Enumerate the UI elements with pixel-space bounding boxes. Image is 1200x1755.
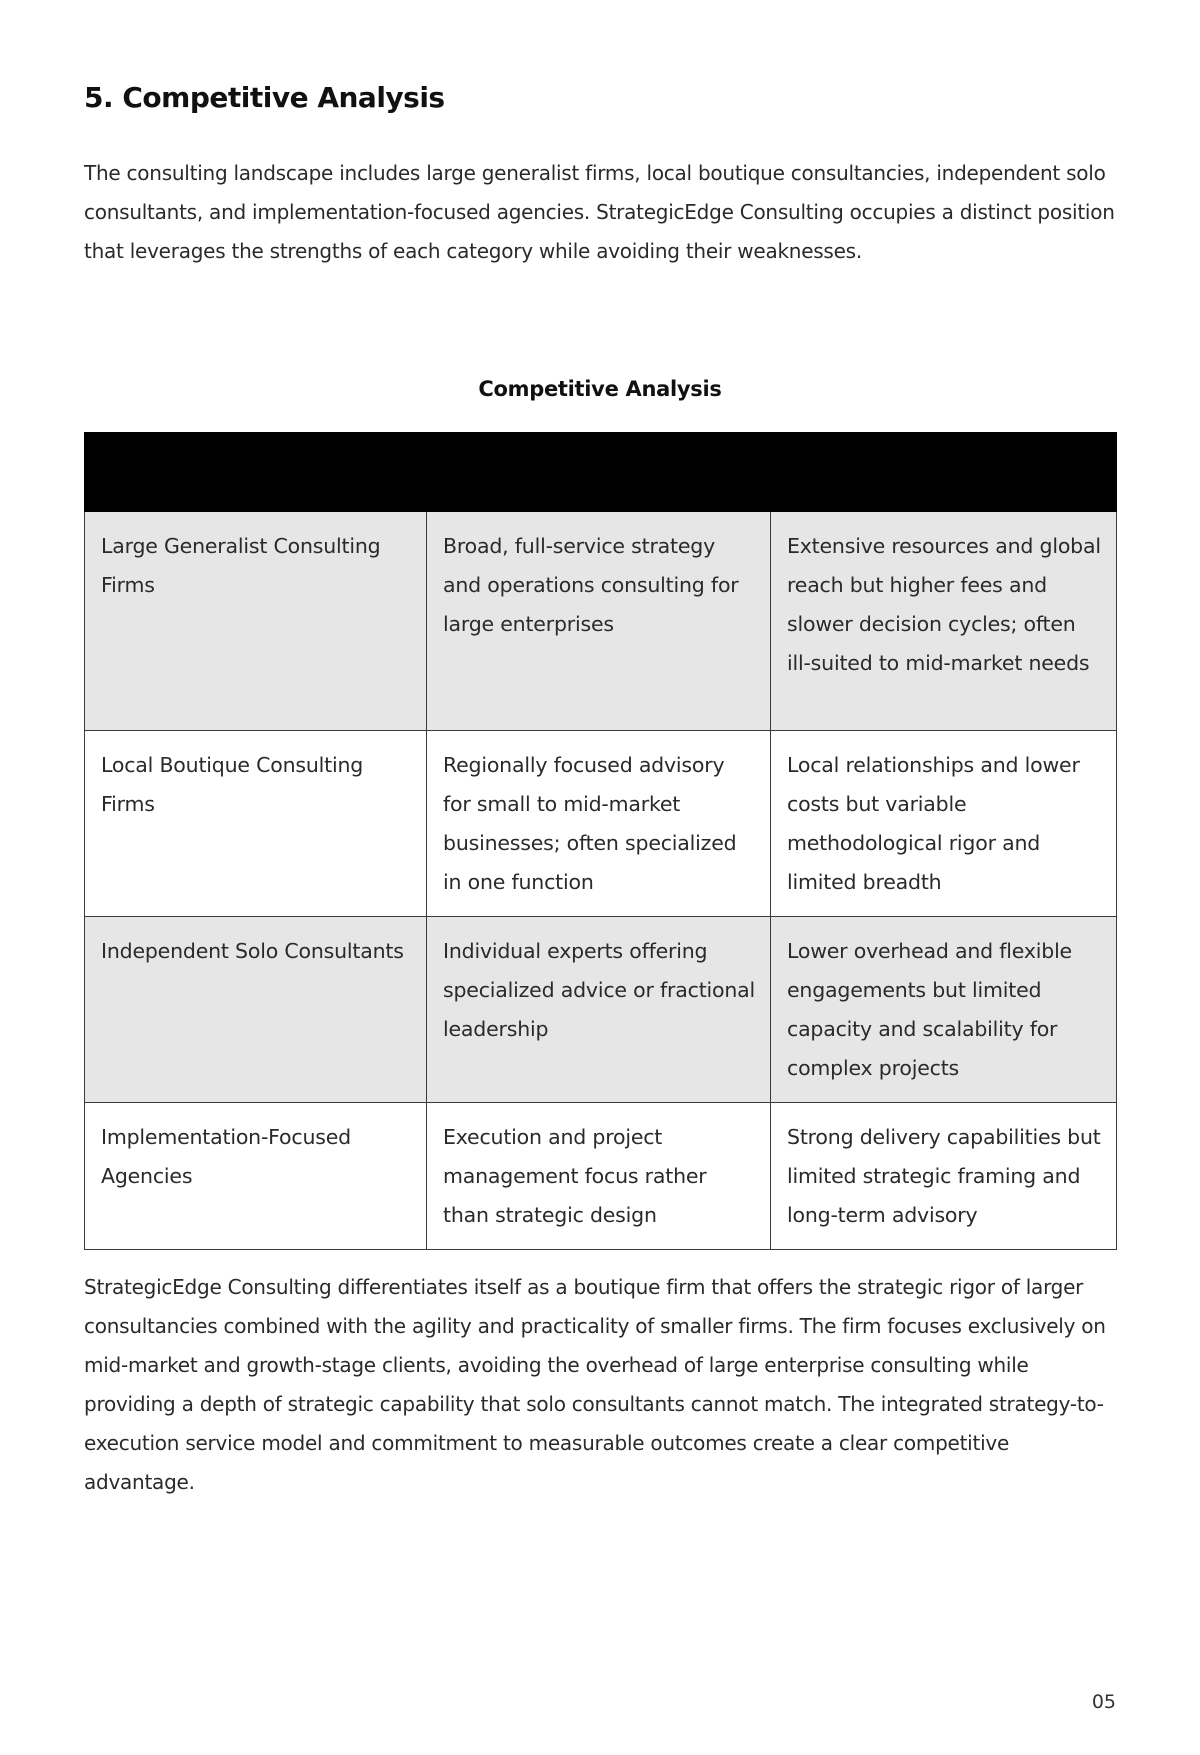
- competitor-cell: Implementation-Focused Agencies: [85, 1103, 427, 1250]
- focus-cell: Regionally focused advisory for small to mid-market businesses; often specialized in one function: [427, 731, 771, 917]
- assessment-cell: Strong delivery capabilities but limited strategic framing and long-term advisory: [771, 1103, 1117, 1250]
- competitor-cell: Independent Solo Consultants: [85, 917, 427, 1103]
- assessment-cell: Lower overhead and flexible engagements but limited capacity and scalability for complex projects: [771, 917, 1117, 1103]
- table-row: [85, 512, 1117, 731]
- focus-cell: Broad, full-service strategy and operations consulting for large enterprises: [427, 512, 771, 731]
- focus-cell: Execution and project management focus rather than strategic design: [427, 1103, 771, 1250]
- header-cell-focus: [427, 433, 771, 512]
- table-header: [85, 433, 1117, 512]
- table-row: [85, 731, 1117, 917]
- table-header-row: [85, 433, 1117, 512]
- assessment-cell: Local relationships and lower costs but variable methodological rigor and limited breadth: [771, 731, 1117, 917]
- page-number: 05: [1091, 1691, 1116, 1713]
- section-title: 5. Competitive Analysis: [84, 81, 445, 114]
- assessment-cell: Extensive resources and global reach but higher fees and slower decision cycles; often ill-suited to mid-market needs: [771, 512, 1117, 731]
- table-caption: Competitive Analysis: [478, 377, 722, 401]
- competitor-cell: Local Boutique Consulting Firms: [85, 731, 427, 917]
- header-cell-assessment: [771, 433, 1117, 512]
- intro-paragraph: The consulting landscape includes large generalist firms, local boutique consultancies, independent solo consultants, and implementation-focused agencies. StrategicEdge Consulting occupies a distinct position that leverages the strengths of each category while avoiding their weaknesses.: [84, 161, 1115, 263]
- competitor-cell: Large Generalist Consulting Firms: [85, 512, 427, 731]
- table-row: [85, 917, 1117, 1103]
- header-cell-competitor: [85, 433, 427, 512]
- table-row: [85, 1103, 1117, 1250]
- competitive-analysis-table: [84, 432, 1117, 1250]
- closing-paragraph: StrategicEdge Consulting differentiates itself as a boutique firm that offers the strategic rigor of larger consultancies combined with the agility and practicality of smaller firms. The firm focuses exclusively on mid-market and growth-stage clients, avoiding the overhead of large enterprise consulting while providing a depth of strategic capability that solo consultants cannot match. The integrated strategy-to-execution service model and commitment to measurable outcomes create a clear competitive advantage.: [84, 1275, 1106, 1494]
- focus-cell: Individual experts offering specialized advice or fractional leadership: [427, 917, 771, 1103]
